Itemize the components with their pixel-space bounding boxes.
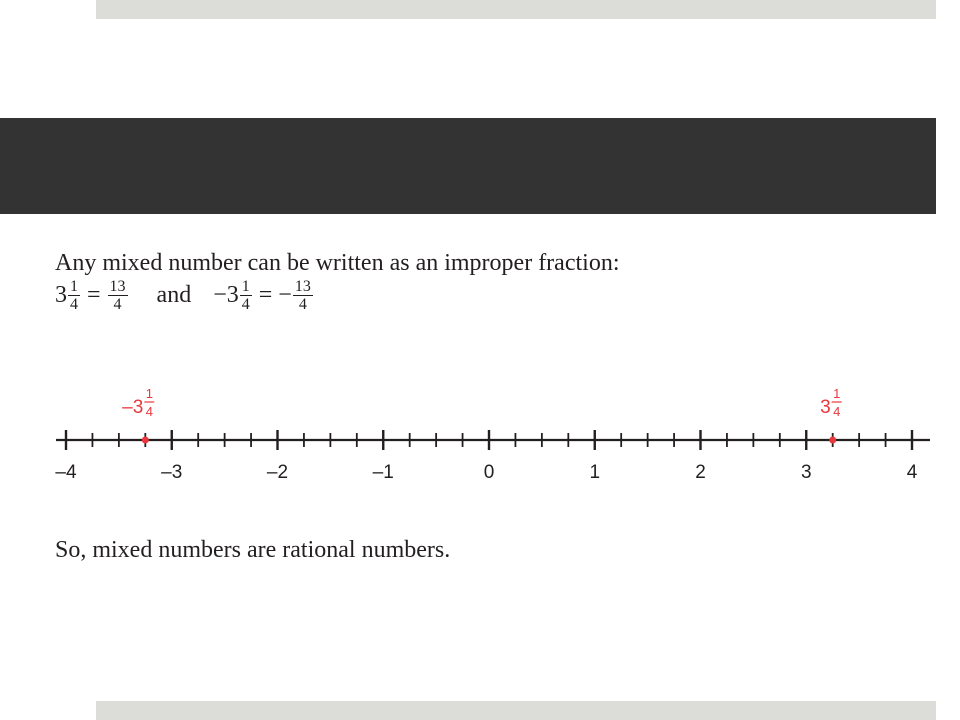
- number-line-tick-label: 3: [800, 462, 812, 483]
- eq2-equals: =: [258, 282, 273, 308]
- equations-row: [55, 278, 314, 313]
- eq2-result-numerator: 13: [294, 278, 311, 295]
- point-label-denominator: 4: [145, 404, 153, 419]
- number-line-tick-label: –1: [372, 462, 394, 483]
- eq2-fraction-numerator: 1: [241, 278, 250, 295]
- eq2-fraction: [240, 278, 252, 313]
- number-line-point: [829, 437, 836, 444]
- eq1-fraction: [68, 278, 80, 313]
- number-line: [40, 380, 940, 490]
- eq1-equals: =: [87, 282, 101, 308]
- point-label-whole: –3: [122, 397, 144, 418]
- number-line-tick-label: 1: [589, 462, 601, 483]
- point-label-numerator: 1: [833, 386, 841, 401]
- top-decorative-strip: [96, 0, 936, 19]
- eq2-whole: 3: [226, 282, 239, 308]
- eq1-result-fraction: [108, 278, 128, 313]
- intro-text: Any mixed number can be written as an improper fraction:: [55, 250, 620, 276]
- eq1-result-numerator: 13: [109, 278, 126, 295]
- number-line-tick-label: 0: [483, 462, 495, 483]
- eq1-fraction-numerator: 1: [70, 278, 78, 295]
- title-band: [0, 118, 936, 214]
- conclusion-text: So, mixed numbers are rational numbers.: [55, 537, 451, 563]
- number-line-tick-label: –4: [55, 462, 77, 483]
- point-label-whole: 3: [820, 397, 831, 418]
- number-line-point: [142, 437, 149, 444]
- eq2-result-sign: −: [278, 282, 292, 308]
- connector-word: and: [156, 282, 192, 308]
- eq2-sign: −: [213, 282, 227, 308]
- number-line-tick-label: –3: [161, 462, 183, 483]
- eq1-result-denominator: 4: [113, 296, 122, 313]
- eq2-result-fraction: [293, 278, 313, 313]
- bottom-decorative-strip: [96, 701, 936, 720]
- eq2-fraction-denominator: 4: [241, 296, 250, 313]
- eq1-fraction-denominator: 4: [70, 296, 78, 313]
- eq1-whole: 3: [55, 282, 67, 308]
- number-line-tick-label: –2: [266, 462, 289, 483]
- point-label-numerator: 1: [145, 386, 153, 401]
- number-line-tick-label: 2: [695, 462, 706, 483]
- number-line-tick-label: 4: [906, 462, 918, 483]
- point-label-denominator: 4: [833, 404, 841, 419]
- eq2-result-denominator: 4: [298, 296, 307, 313]
